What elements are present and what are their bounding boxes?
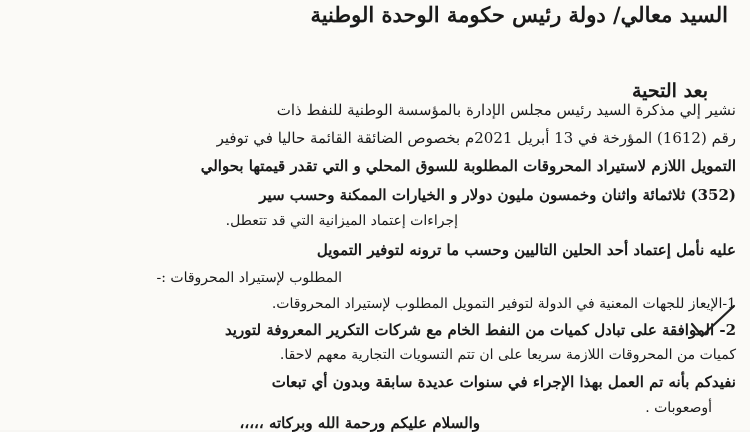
body-line: رقم (1612) المؤرخة في 13 أبريل 2021م بخصوص الضائقة القائمة حاليا في توفير	[216, 129, 736, 147]
body-line: كميات من المحروقات اللازمة سريعا على ان تتم التسويات التجارية معهم لاحقا.	[279, 347, 736, 363]
body-line: التمويل اللازم لاستيراد المحروقات المطلوبة للسوق المحلي و التي تقدر قيمتها بحوالي	[200, 157, 736, 175]
body-line: أوصعوبات .	[645, 400, 712, 416]
body-line: (352) ثلاثمائة واثنان وخمسون مليون دولار و الخيارات الممكنة وحسب سير	[259, 186, 736, 204]
body-line: نفيدكم بأنه تم العمل بهذا الإجراء في سنوات عديدة سابقة وبدون أي تبعات	[271, 373, 736, 391]
list-item: 1-الإيعاز للجهات المعنية في الدولة لتوفير التمويل المطلوب لإستيراد المحروقات.	[271, 296, 736, 312]
check-mark-icon	[688, 300, 738, 350]
closing-line: والسلام عليكم ورحمة الله وبركاته ،،،،،	[239, 414, 480, 432]
body-line: نشير إلي مذكرة السيد رئيس مجلس الإدارة بالمؤسسة الوطنية للنفط ذات	[276, 101, 736, 119]
list-item: 2- الموافقة على تبادل كميات من النفط الخام مع شركات التكرير المعروفة لتوريد	[224, 321, 736, 339]
body-line: المطلوب لإستيراد المحروقات :-	[156, 270, 342, 286]
addressee: السيد معالي/ دولة رئيس حكومة الوحدة الوطنية	[310, 2, 728, 27]
body-line: إجراءات إعتماد الميزانية التي قد تتعطل.	[225, 213, 458, 229]
greeting: بعد التحية	[631, 80, 708, 102]
body-line: عليه نأمل إعتماد أحد الحلين التاليين وحسب ما ترونه لتوفير التمويل	[316, 241, 736, 259]
